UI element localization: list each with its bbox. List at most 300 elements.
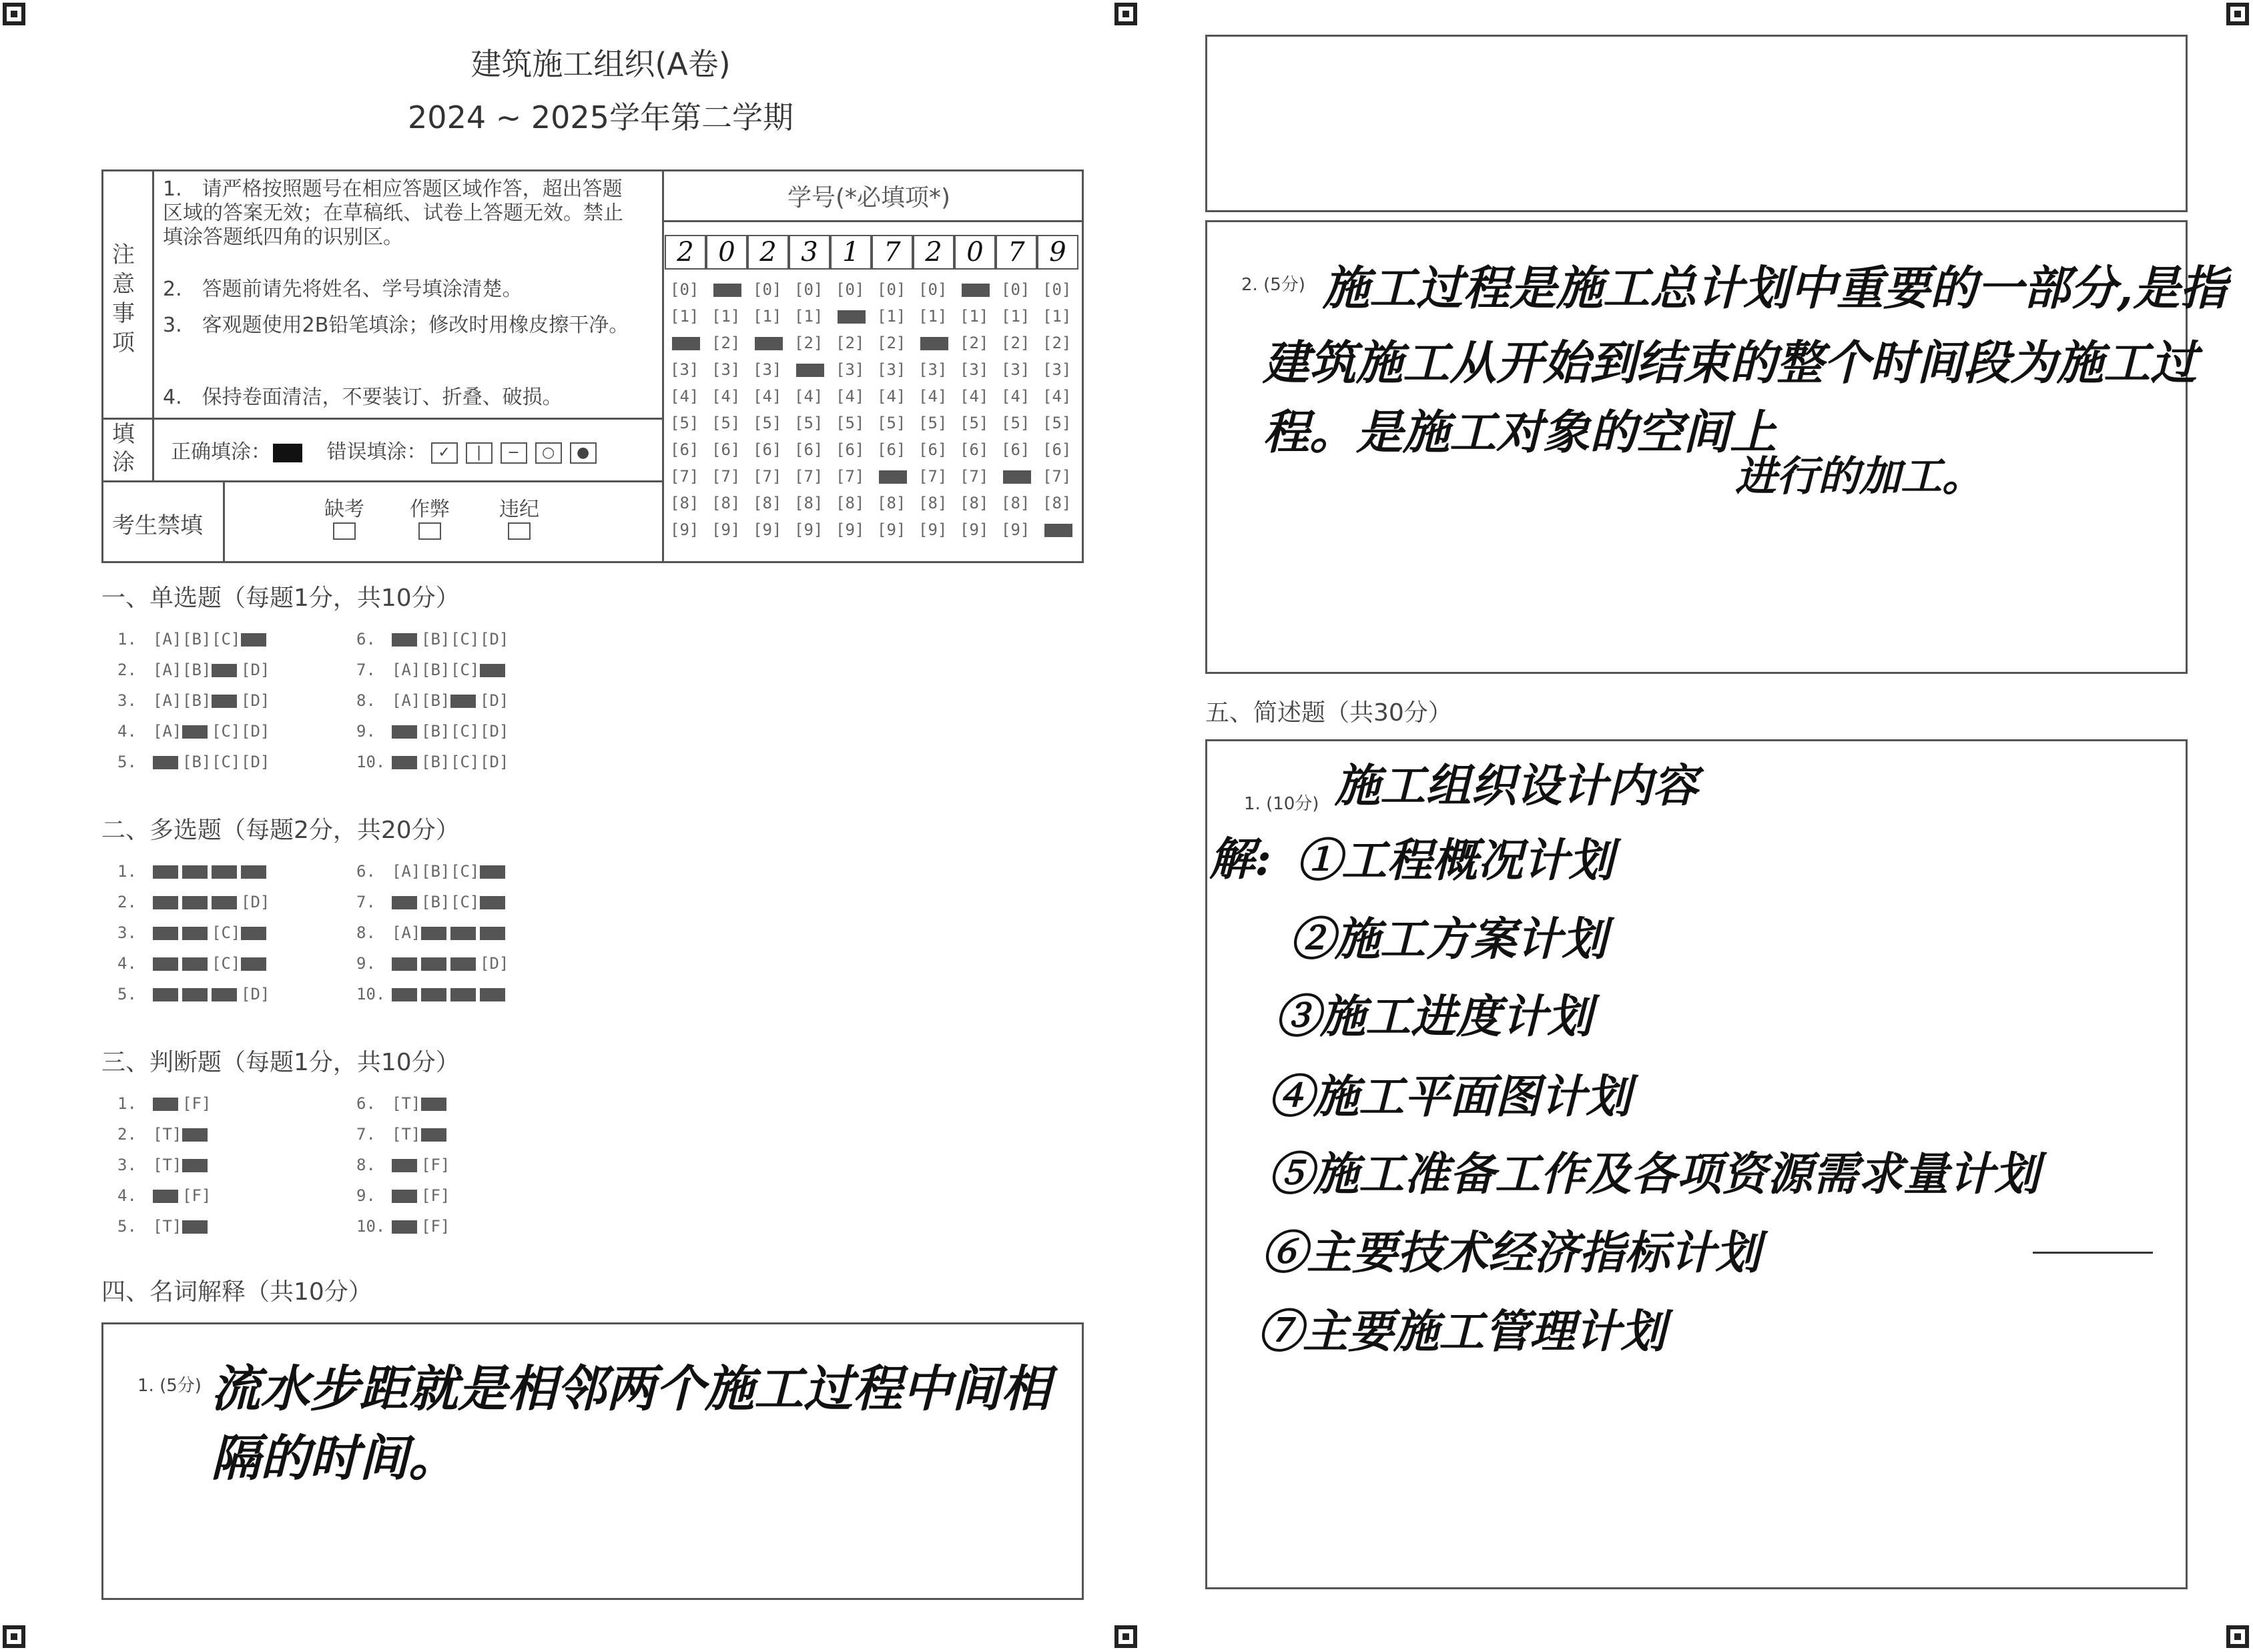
id-bubble[interactable]: [9] [836,520,865,539]
id-bubble[interactable]: [0] [1042,280,1072,299]
fill-example-row: 正确填涂： 错误填涂： ✓ | − ○ ● [171,435,601,464]
id-bubble[interactable] [1001,467,1033,486]
id-bubble[interactable] [877,467,909,486]
choice-bubble-filled[interactable] [480,664,505,677]
id-bubble[interactable]: [2] [1001,334,1030,352]
choice-bubble[interactable]: [A] [153,661,182,679]
choice-bubble[interactable]: [D] [241,661,270,679]
choice-bubble[interactable]: [B] [182,630,212,649]
choice-bubble-filled[interactable] [392,1220,417,1234]
choice-bubble-filled[interactable] [153,1190,178,1203]
id-bubble[interactable]: [4] [1001,387,1030,406]
choice-bubble[interactable]: [F] [421,1156,450,1174]
id-bubble[interactable]: [0] [918,280,948,299]
essay-q1-item: ②施工方案计划 [1289,913,1608,966]
id-bubble[interactable]: [6] [836,440,865,459]
question-row [117,691,268,710]
id-bubble[interactable]: [8] [670,494,699,512]
term-q2-line-1: 施工过程是施工总计划中重要的一部分,是指 [1323,260,2227,316]
essay-q1-item: ④施工平面图计划 [1268,1070,1632,1124]
choice-bubble-filled[interactable] [450,695,476,708]
term-q1-answer: 流水步距就是相邻两个施工过程中间相隔的时间。 [211,1360,1050,1487]
question-number: 6. [356,630,376,649]
student-id-digit: 2 [747,235,789,270]
fill-label: 填涂 [112,421,135,476]
id-bubble[interactable]: [8] [960,494,989,512]
question-number: 2. [117,893,137,911]
id-bubble[interactable]: [8] [836,494,865,512]
question-row [356,1125,448,1144]
id-bubble[interactable]: [4] [960,387,989,406]
question-number: 3. [117,923,137,942]
question-row [117,954,268,973]
question-number: 9. [356,954,376,973]
notice-item-4: 4. 保持卷面清洁，不要装订、折叠、破损。 [163,386,563,409]
id-bubble[interactable]: [4] [836,387,865,406]
question-number: 10. [356,985,386,1003]
choice-bubble-filled[interactable] [450,957,476,971]
id-bubble[interactable] [918,334,950,352]
choice-bubble[interactable]: [B] [421,691,450,710]
choice-bubble[interactable]: [A] [392,862,421,881]
exam-term: 2024 ~ 2025学年第二学期 [408,99,793,135]
id-bubble[interactable]: [6] [918,440,948,459]
choice-bubble-filled[interactable] [153,1098,178,1111]
id-bubble[interactable]: [7] [836,467,865,486]
choice-bubble[interactable]: [T] [153,1156,182,1174]
id-bubble[interactable]: [8] [1001,494,1030,512]
question-number: 4. [117,722,137,741]
id-bubble[interactable]: [4] [711,387,741,406]
choice-bubble[interactable]: [B] [182,661,212,679]
choice-bubble[interactable]: [A] [392,661,421,679]
choice-bubble-filled[interactable] [153,957,178,971]
question-row [356,1186,448,1205]
choice-bubble[interactable]: [D] [480,753,509,771]
choice-bubble-filled[interactable] [182,1159,208,1172]
id-bubble[interactable]: [9] [711,520,741,539]
section-true-false: 三、判断题（每题1分，共10分） [101,1049,460,1076]
term-q2-label: 2. (5分) [1241,275,1305,295]
choice-bubble-filled[interactable] [421,927,446,940]
student-id-digit: 0 [706,235,747,270]
id-bubble[interactable]: [7] [670,467,699,486]
id-bubble[interactable]: [1] [1042,307,1072,326]
id-bubble[interactable]: [7] [918,467,948,486]
id-bubble[interactable]: [3] [670,360,699,379]
choice-bubble[interactable]: [C] [212,630,241,649]
choice-bubble-filled[interactable] [182,1220,208,1234]
question-row [356,722,507,741]
id-bubble[interactable]: [6] [753,440,782,459]
flag-absent[interactable]: 缺考 [324,492,364,545]
id-bubble[interactable]: [6] [1001,440,1030,459]
id-bubble[interactable]: [1] [877,307,906,326]
id-bubble[interactable]: [7] [711,467,741,486]
choice-bubble[interactable]: [C] [212,753,241,771]
choice-bubble[interactable]: [C] [450,661,480,679]
id-bubble[interactable]: [5] [711,414,741,432]
student-id-digit: 1 [830,235,872,270]
id-bubble[interactable]: [1] [918,307,948,326]
student-id-digit: 2 [913,235,954,270]
choice-bubble-filled[interactable] [182,988,208,1001]
essay-q1-label: 1. (10分) [1244,794,1319,814]
id-bubble[interactable]: [9] [1001,520,1030,539]
choice-bubble[interactable]: [B] [421,630,450,649]
choice-bubble-filled[interactable] [182,1128,208,1142]
choice-bubble-filled[interactable] [421,957,446,971]
id-bubble[interactable]: [1] [753,307,782,326]
question-number: 9. [356,1186,376,1205]
registration-mark-bottom-left [3,1625,25,1648]
id-bubble[interactable] [960,280,992,299]
id-bubble[interactable]: [0] [877,280,906,299]
essay-q1-heading: 施工组织设计内容 [1335,759,1698,813]
essay-q1-item: ⑤施工准备工作及各项资源需求量计划 [1268,1148,2040,1201]
choice-bubble[interactable]: [T] [153,1217,182,1236]
question-number: 8. [356,691,376,710]
term-q1-label: 1. (5分) [137,1376,202,1396]
question-number: 1. [117,630,137,649]
choice-bubble-filled[interactable] [212,988,237,1001]
id-bubble[interactable]: [2] [711,334,741,352]
id-bubble[interactable]: [7] [753,467,782,486]
id-bubble[interactable] [711,280,743,299]
choice-bubble-filled[interactable] [421,1128,446,1142]
choice-bubble-filled[interactable] [212,695,237,708]
student-id-label: 学号(*必填项*) [787,184,951,212]
id-bubble[interactable]: [5] [753,414,782,432]
id-bubble[interactable]: [4] [753,387,782,406]
choice-bubble[interactable]: [C] [212,923,241,942]
question-number: 7. [356,661,376,679]
question-row [117,722,268,741]
id-bubble[interactable]: [5] [670,414,699,432]
choice-bubble-filled[interactable] [392,1159,417,1172]
question-number: 5. [117,753,137,771]
question-number: 2. [117,661,137,679]
choice-bubble-filled[interactable] [182,957,208,971]
id-bubble[interactable]: [5] [836,414,865,432]
id-bubble[interactable]: [2] [960,334,989,352]
choice-bubble[interactable]: [B] [421,661,450,679]
id-bubble[interactable]: [5] [794,414,824,432]
choice-bubble-filled[interactable] [153,988,178,1001]
id-bubble[interactable]: [4] [794,387,824,406]
choice-bubble-filled[interactable] [450,927,476,940]
student-id-digit: 7 [872,235,913,270]
choice-bubble[interactable]: [D] [241,691,270,710]
id-bubble[interactable]: [3] [1001,360,1030,379]
stray-line [2033,1252,2153,1254]
question-row [117,893,268,911]
question-row [356,862,507,881]
id-bubble[interactable]: [0] [1001,280,1030,299]
id-bubble[interactable]: [0] [836,280,865,299]
registration-mark-top-left [3,3,25,25]
id-bubble[interactable]: [1] [960,307,989,326]
choice-bubble[interactable]: [C] [450,722,480,741]
question-number: 6. [356,862,376,881]
choice-bubble-filled[interactable] [392,725,417,739]
id-bubble[interactable]: [5] [877,414,906,432]
id-bubble[interactable]: [9] [670,520,699,539]
question-row [117,1186,210,1205]
choice-bubble[interactable]: [B] [421,722,450,741]
section-term-definition: 四、名词解释（共10分） [101,1278,372,1306]
choice-bubble[interactable]: [B] [421,753,450,771]
question-number: 1. [117,1094,137,1113]
choice-bubble-filled[interactable] [392,633,417,647]
id-bubble[interactable]: [0] [753,280,782,299]
choice-bubble-filled[interactable] [392,756,417,769]
id-bubble[interactable]: [3] [918,360,948,379]
question-number: 10. [356,753,386,771]
id-bubble[interactable]: [3] [1042,360,1072,379]
question-row [356,1156,448,1174]
id-bubble[interactable]: [3] [753,360,782,379]
notice-item-1: 1. 请严格按照题号在相应答题区域作答，超出答题区域的答案无效；在草稿纸、试卷上答题无效。禁止填涂答题纸四角的识别区。 [163,177,623,249]
choice-bubble[interactable]: [A] [153,630,182,649]
id-bubble[interactable]: [4] [1042,387,1072,406]
id-bubble[interactable]: [5] [918,414,948,432]
question-number: 8. [356,923,376,942]
notice-item-2: 2. 答题前请先将姓名、学号填涂清楚。 [163,278,523,301]
essay-q1-prefix: 解: [1209,833,1272,886]
term-q2-line-4: 进行的加工。 [1735,452,1984,500]
question-row [117,753,268,771]
flag-violation[interactable]: 违纪 [499,492,539,545]
exam-forbidden-label: 考生禁填 [112,512,203,539]
choice-bubble-filled[interactable] [392,988,417,1001]
id-bubble[interactable] [836,307,868,326]
id-bubble[interactable]: [8] [877,494,906,512]
choice-bubble[interactable]: [T] [392,1125,421,1144]
choice-bubble-filled[interactable] [212,664,237,677]
question-number: 5. [117,985,137,1003]
section-single-choice: 一、单选题（每题1分，共10分） [101,584,460,612]
id-bubble[interactable]: [3] [960,360,989,379]
choice-bubble[interactable]: [T] [392,1094,421,1113]
choice-bubble-filled[interactable] [392,1190,417,1203]
id-bubble[interactable]: [1] [711,307,741,326]
question-row [117,923,268,942]
choice-bubble[interactable]: [C] [450,893,480,911]
id-bubble[interactable]: [9] [960,520,989,539]
id-bubble[interactable]: [6] [877,440,906,459]
id-bubble[interactable]: [9] [794,520,824,539]
registration-mark-bottom-right [2226,1625,2249,1648]
choice-bubble-filled[interactable] [153,756,178,769]
id-bubble[interactable]: [6] [670,440,699,459]
choice-bubble-filled[interactable] [480,927,505,940]
id-bubble[interactable]: [2] [877,334,906,352]
choice-bubble-filled[interactable] [153,896,178,909]
choice-bubble[interactable]: [B] [421,893,450,911]
id-bubble[interactable]: [9] [918,520,948,539]
essay-q1-item: ①工程概况计划 [1296,834,1614,887]
choice-bubble-filled[interactable] [241,633,266,647]
section-multi-choice: 二、多选题（每题2分，共20分） [101,817,460,844]
question-number: 8. [356,1156,376,1174]
student-id-digit: 3 [789,235,830,270]
choice-bubble-filled[interactable] [241,865,266,879]
choice-bubble[interactable]: [D] [480,722,509,741]
id-bubble[interactable]: [5] [960,414,989,432]
choice-bubble-filled[interactable] [480,988,505,1001]
student-id-digit: 9 [1037,235,1078,270]
id-bubble[interactable]: [8] [918,494,948,512]
answer-box-blank[interactable] [1205,35,2188,212]
id-bubble[interactable]: [6] [711,440,741,459]
choice-bubble[interactable]: [F] [182,1186,212,1205]
essay-q1-item: ③施工进度计划 [1275,990,1593,1044]
choice-bubble-filled[interactable] [450,988,476,1001]
choice-bubble-filled[interactable] [480,896,505,909]
choice-bubble-filled[interactable] [212,865,237,879]
question-number: 4. [117,1186,137,1205]
notice-item-3: 3. 客观题使用2B铅笔填涂；修改时用橡皮擦干净。 [163,314,629,337]
question-row [356,985,507,1003]
id-bubble[interactable]: [2] [836,334,865,352]
question-number: 2. [117,1125,137,1144]
choice-bubble[interactable]: [A] [153,691,182,710]
choice-bubble[interactable]: [F] [421,1217,450,1236]
id-bubble[interactable]: [6] [960,440,989,459]
choice-bubble[interactable]: [C] [450,753,480,771]
question-number: 1. [117,862,137,881]
choice-bubble-filled[interactable] [480,865,505,879]
choice-bubble-filled[interactable] [182,725,208,739]
choice-bubble-filled[interactable] [182,896,208,909]
id-bubble[interactable]: [0] [794,280,824,299]
choice-bubble-filled[interactable] [241,957,266,971]
question-row [117,1217,210,1236]
question-row [356,923,507,942]
id-bubble[interactable]: [4] [877,387,906,406]
choice-bubble-filled[interactable] [392,957,417,971]
id-bubble[interactable]: [3] [836,360,865,379]
id-bubble[interactable]: [7] [794,467,824,486]
choice-bubble[interactable]: [B] [421,862,450,881]
question-row [356,630,507,649]
choice-bubble-filled[interactable] [241,927,266,940]
id-bubble[interactable]: [1] [1001,307,1030,326]
choice-bubble[interactable]: [A] [153,722,182,741]
id-bubble[interactable]: [7] [1042,467,1072,486]
choice-bubble[interactable]: [C] [450,630,480,649]
choice-bubble-filled[interactable] [182,927,208,940]
question-row [356,1217,448,1236]
student-id-digit: 0 [954,235,996,270]
question-number: 3. [117,691,137,710]
id-bubble[interactable]: [4] [918,387,948,406]
question-number: 3. [117,1156,137,1174]
choice-bubble[interactable]: [D] [241,722,270,741]
choice-bubble[interactable]: [C] [450,862,480,881]
id-bubble[interactable]: [6] [1042,440,1072,459]
question-number: 9. [356,722,376,741]
id-bubble[interactable]: [9] [877,520,906,539]
id-bubble[interactable] [670,334,702,352]
essay-q1-item: ⑦主要施工管理计划 [1257,1305,1666,1358]
choice-bubble[interactable]: [B] [182,753,212,771]
question-number: 4. [117,954,137,973]
exam-title: 建筑施工组织(A卷) [470,46,731,82]
id-bubble[interactable]: [1] [670,307,699,326]
correct-fill-label: 正确填涂： [171,440,271,464]
id-bubble[interactable]: [1] [794,307,824,326]
id-bubble[interactable]: [8] [711,494,741,512]
question-number: 7. [356,1125,376,1144]
student-id-digit: 7 [996,235,1037,270]
id-bubble[interactable] [753,334,785,352]
id-bubble[interactable]: [7] [960,467,989,486]
wrong-fill-label: 错误填涂： [326,440,427,464]
choice-bubble[interactable]: [A] [392,691,421,710]
id-bubble[interactable]: [3] [711,360,741,379]
id-bubble[interactable]: [6] [794,440,824,459]
choice-bubble[interactable]: [D] [480,630,509,649]
id-bubble[interactable]: [2] [794,334,824,352]
id-bubble[interactable]: [8] [1042,494,1072,512]
student-id-digit: 2 [665,235,706,270]
id-bubble[interactable]: [8] [794,494,824,512]
question-row [117,985,268,1003]
question-number: 7. [356,893,376,911]
id-bubble[interactable] [1042,520,1074,539]
flag-cheating[interactable]: 作弊 [410,492,450,545]
question-number: 6. [356,1094,376,1113]
id-bubble[interactable]: [4] [670,387,699,406]
id-bubble[interactable]: [0] [670,280,699,299]
registration-mark-bottom-center [1114,1625,1137,1648]
choice-bubble[interactable]: [D] [241,893,270,911]
choice-bubble[interactable]: [C] [212,722,241,741]
id-bubble[interactable]: [8] [753,494,782,512]
id-bubble[interactable]: [5] [1001,414,1030,432]
choice-bubble-filled[interactable] [392,896,417,909]
question-row [117,661,268,679]
choice-bubble[interactable]: [C] [212,954,241,973]
choice-bubble[interactable]: [D] [480,954,509,973]
choice-bubble[interactable]: [D] [241,753,270,771]
choice-bubble[interactable]: [B] [182,691,212,710]
choice-bubble-filled[interactable] [153,865,178,879]
choice-bubble[interactable]: [F] [182,1094,212,1113]
id-bubble[interactable]: [2] [1042,334,1072,352]
choice-bubble-filled[interactable] [182,865,208,879]
choice-bubble[interactable]: [D] [480,691,509,710]
choice-bubble-filled[interactable] [212,896,237,909]
choice-bubble-filled[interactable] [421,988,446,1001]
question-row [117,1156,210,1174]
id-bubble[interactable] [794,360,826,379]
id-bubble[interactable]: [3] [877,360,906,379]
choice-bubble-filled[interactable] [153,927,178,940]
choice-bubble[interactable]: [A] [392,923,421,942]
essay-q1-item: ⑥主要技术经济指标计划 [1261,1226,1761,1280]
id-bubble[interactable]: [5] [1042,414,1072,432]
question-row [117,630,268,649]
choice-bubble[interactable]: [D] [241,985,270,1003]
id-bubble[interactable]: [9] [753,520,782,539]
choice-bubble-filled[interactable] [421,1098,446,1111]
question-row [356,753,507,771]
choice-bubble[interactable]: [T] [153,1125,182,1144]
choice-bubble[interactable]: [F] [421,1186,450,1205]
